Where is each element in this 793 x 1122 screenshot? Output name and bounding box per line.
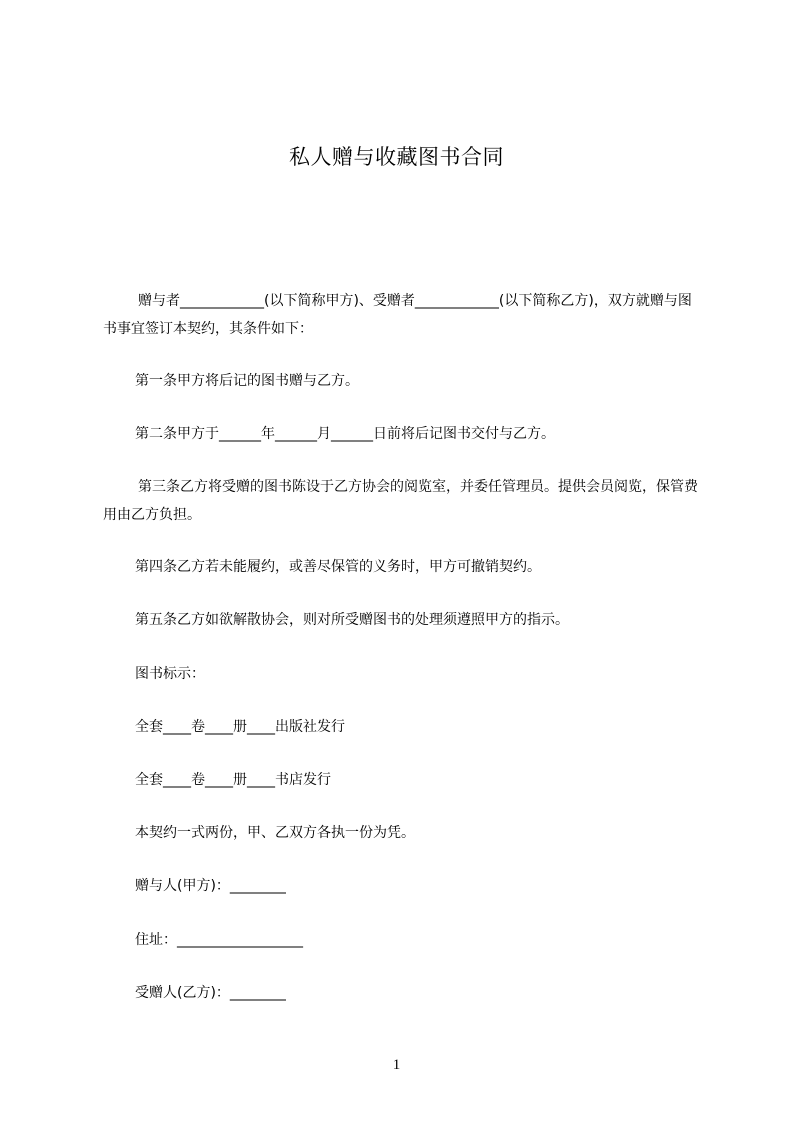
paragraph-article-4: 第四条乙方若未能履约，或善尽保管的义务时，甲方可撤销契约。 [135, 559, 541, 575]
paragraph-article-5: 第五条乙方如欲解散协会，则对所受赠图书的处理须遵照甲方的指示。 [135, 612, 569, 628]
address-line: 住址：__________________ [135, 932, 303, 948]
paragraph-book-set-bookstore: 全套____卷____册____书店发行 [135, 772, 331, 788]
signature-donor: 赠与人(甲方)：________ [135, 878, 286, 894]
paragraph-book-set-publisher: 全套____卷____册____出版社发行 [135, 719, 345, 735]
signature-recipient: 受赠人(乙方)：________ [135, 985, 286, 1001]
page-title: 私人赠与收藏图书合同 [289, 145, 504, 169]
paragraph-article-3: 第三条乙方将受赠的图书陈设于乙方协会的阅览室，并委任管理员。提供会员阅览，保管费用由乙方负担。 [103, 479, 698, 523]
paragraph-article-2: 第二条甲方于______年______月______日前将后记图书交付与乙方。 [135, 426, 555, 442]
paragraph-parties: 赠与者____________(以下简称甲方)、受赠者____________(以下简称乙方)，双方就赠与图书事宜签订本契约，其条件如下： [103, 293, 692, 337]
paragraph-article-1: 第一条甲方将后记的图书赠与乙方。 [135, 373, 359, 389]
page-number: 1 [392, 1057, 401, 1073]
paragraph-book-label: 图书标示： [135, 666, 205, 682]
paragraph-copies: 本契约一式两份，甲、乙双方各执一份为凭。 [135, 825, 415, 841]
